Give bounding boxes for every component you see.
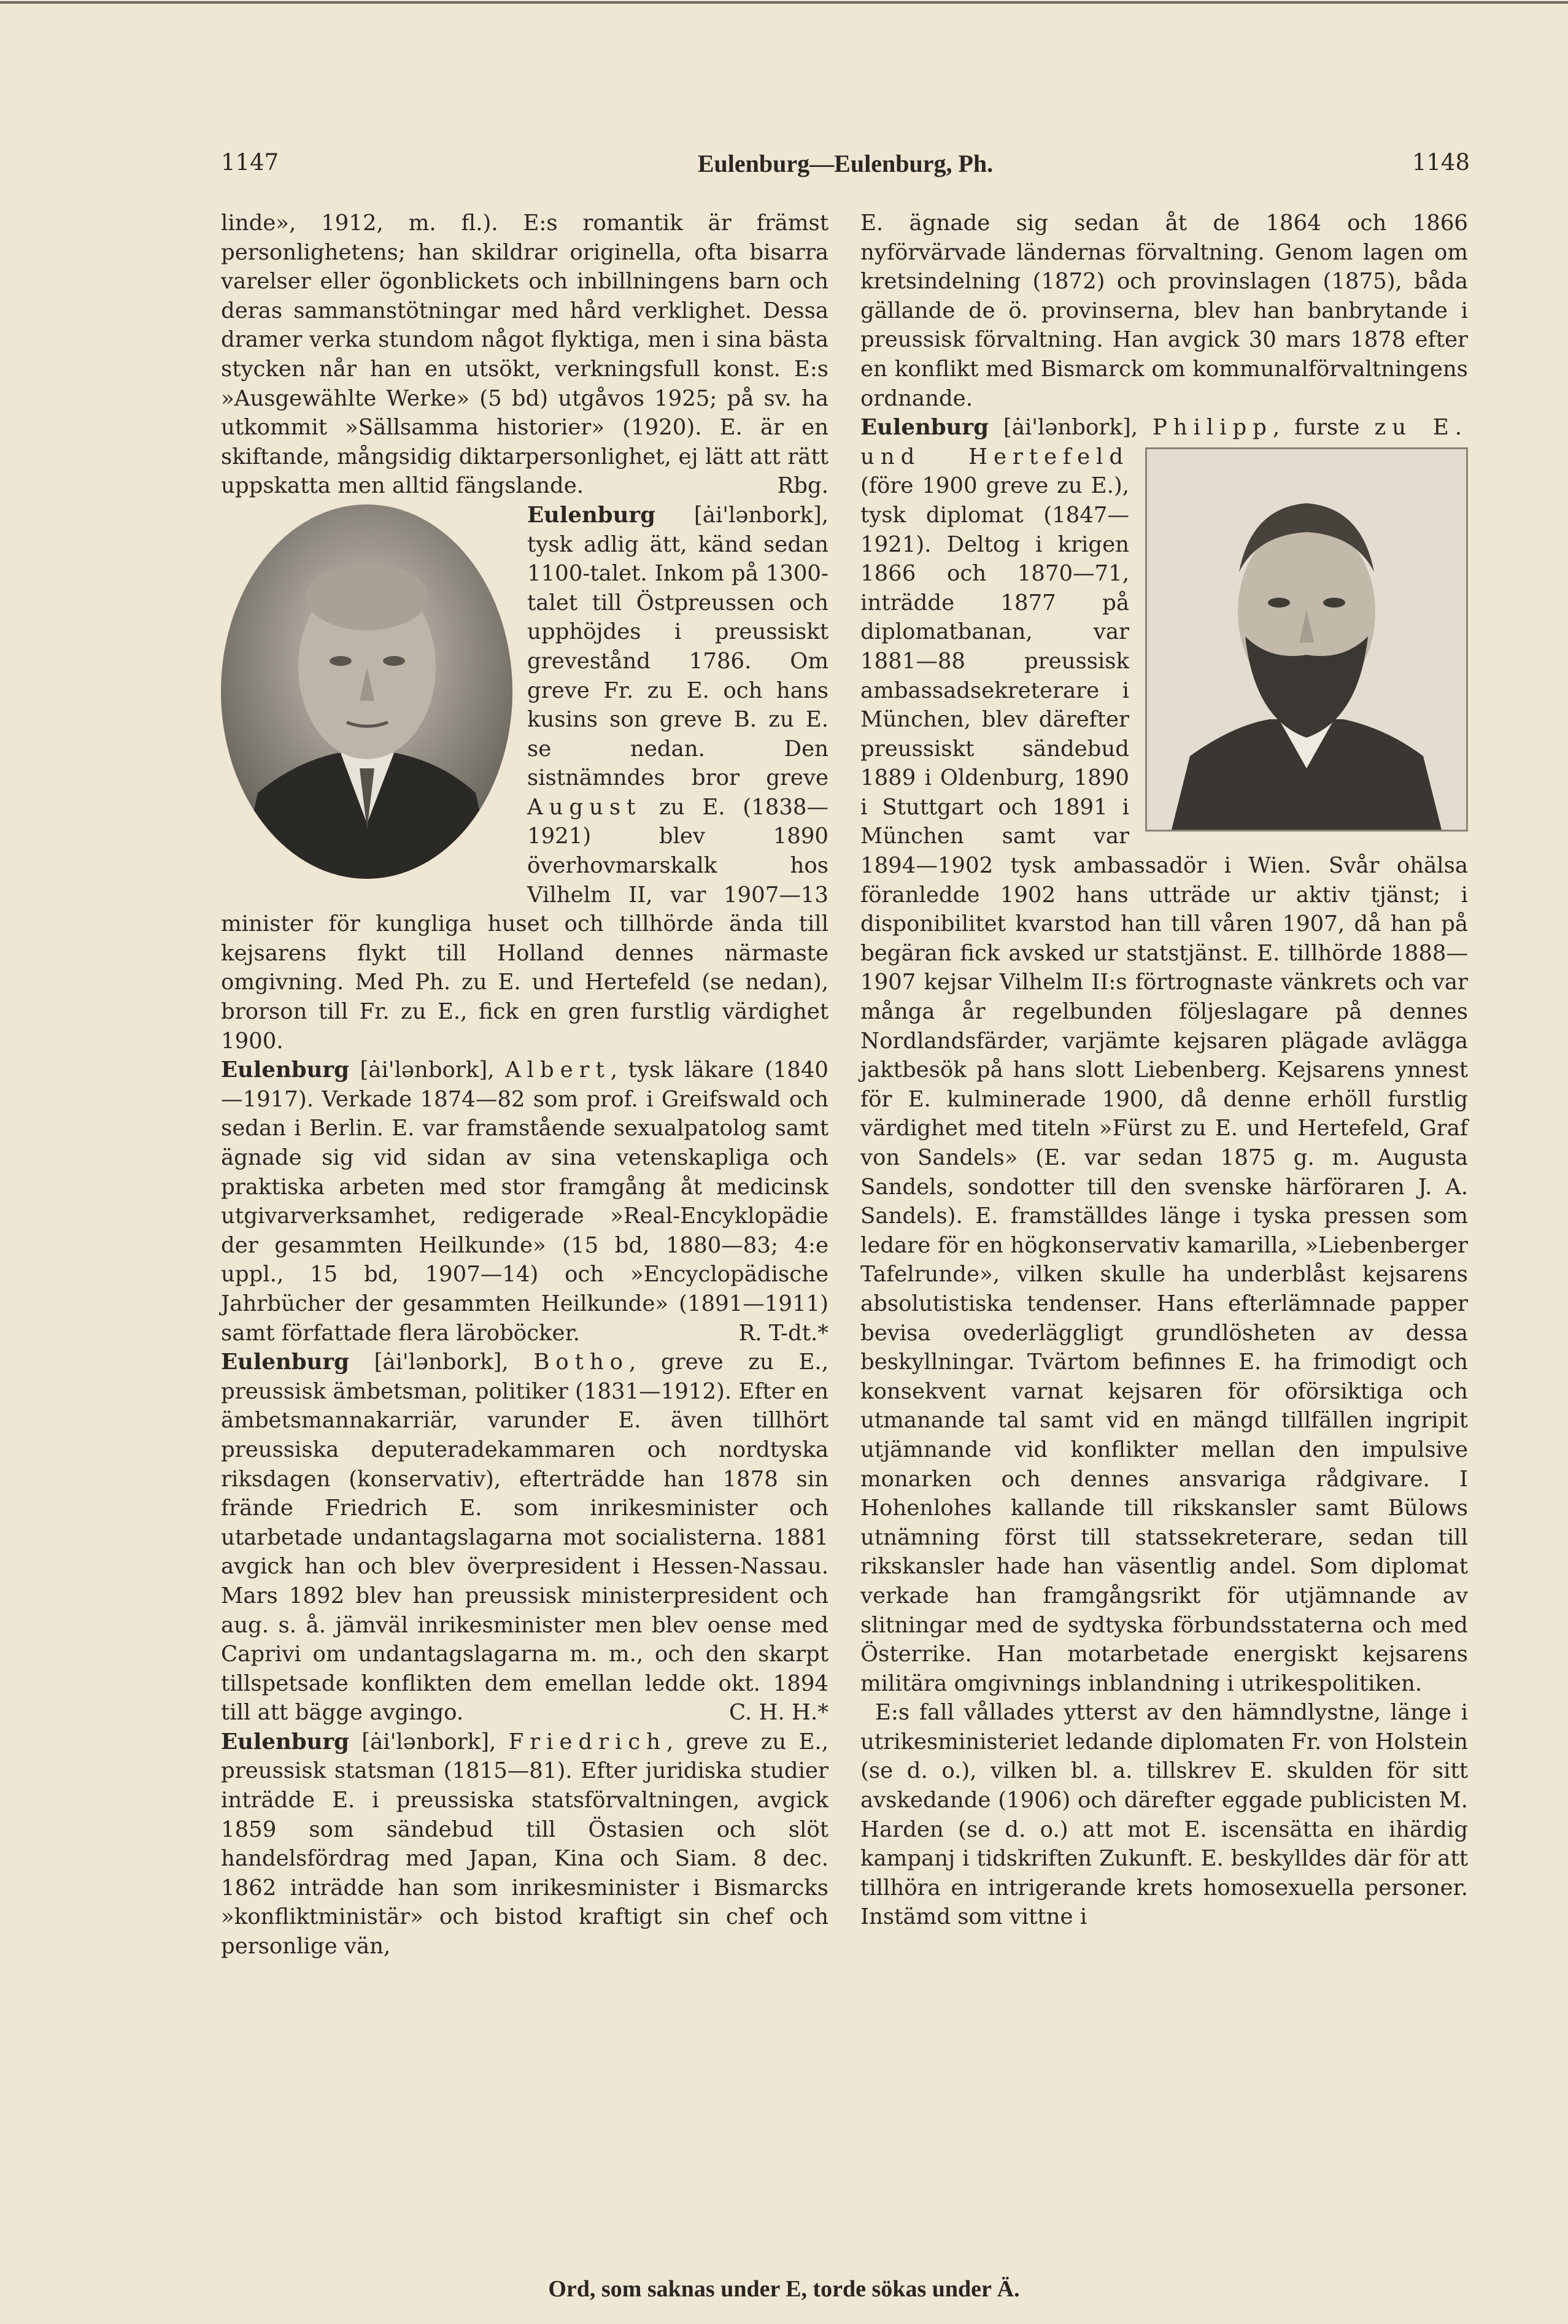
entry-headword: Eulenburg xyxy=(221,1057,349,1083)
top-rule xyxy=(0,1,1568,4)
entry-text: , greve zu E., preussisk ämbetsman, politiker (1831—1912). Efter en ämbetsmannakarriär, varunder E. även tillhört preussiska deputeradekammaren och nordtyska riksdagen (konservativ), efterträdde han 1878 sin frände Friedrich E. som inrikesminister och utarbetade undantagslagarna mot socialisterna. 1881 avgick han och blev överpresident i Hessen-Nassau. Mars 1892 blev han preussisk ministerpresident och aug. s. å. jämväl inrikesminister men blev oense med Caprivi om undantagslagarna m. m., och den skarpt tillspetsade konflikten dem emellan ledde okt. 1894 till att bägge avgingo. xyxy=(221,1349,828,1726)
entry-text: (före 1900 greve zu E.), tysk diplomat (1847—1921). Deltog i krigen 1866 och 1870—71, inträdde 1877 på diplomatbanan, var 1881—88 preussisk ambassadsekreterare i München, blev därefter preussiskt sändebud 1889 i Oldenburg, 1890 i Stuttgart och 1891 i München samt var 1894—1902 tysk ambassadör i Wien. Svår ohälsa föranledde 1902 hans utträde ur aktiv tjänst; i disponibilitet kvarstod han till våren 1907, då han på begäran fick avsked ur statstjänst. E. tillhörde 1888—1907 kejsar Vilhelm II:s förtrognaste vänkrets och var många år regelbunden följeslagare på dennes Nordlandsfärder, varjämte kejsaren plägade avlägga jaktbesök på hans slott Liebenberg. Kejsarens ynnest för E. kulminerade 1900, då denne erhöll furstlig värdighet med titeln »Fürst zu E. und Hertefeld, Graf von Sandels» (E. var sedan 1875 g. m. Augusta Sandels, sondotter till den svenske härföraren J. A. Sandels). E. framställdes länge i tyska pressen som ledare för en högkonservativ kamarilla, »Liebenberger Tafelrunde», vilken skulle ha underblåst kejsarens absolutistiska tendenser. Hans efterlämnade papper bevisa ovederläggligt grundlösheten av dessa beskyllningar. Tvärtom befinnes E. ha frimodigt och konsekvent varnat kejsaren för oförsiktiga och utmanande tal samt vid en mängd tillfällen ingripit utjämnande vid konflikter mellan den impulsive monarken och dennes ansvariga rådgivare. I Hohenlohes kallande till rikskansler samt Bülows utnämning först till statssekreterare, sedan till rikskansler hade han väsentlig andel. Som diplomat verkade han framgångsrikt för utjämnande av slitningar med de sydtyska förbundsstaterna och med Österrike. Han motarbetade energiskt kejsarens militära omgivnings inblandning i utrikespolitiken. xyxy=(860,473,1468,1696)
entry-text: [ȧi'lənbork], xyxy=(349,1729,509,1755)
entry-text: [ȧi'lənbork], xyxy=(349,1349,534,1375)
entry-eulenburg-botho xyxy=(221,1348,828,1728)
page-number-right: 1148 xyxy=(1412,149,1470,176)
entry-headword: Eulenburg xyxy=(221,1729,349,1755)
entry-headword: Eulenburg xyxy=(221,1349,349,1375)
signature: R. T-dt.* xyxy=(738,1320,828,1346)
entry-text: [ȧi'lənbork], xyxy=(988,415,1153,441)
page-header xyxy=(221,149,1470,186)
spaced-name: zu E. und Hertefeld xyxy=(860,415,1468,469)
entry-text: [ȧi'lənbork], xyxy=(349,1057,506,1083)
entry-philipp-fall: E:s fall vållades ytterst av den hämndlystne, länge i utrikesministeriet ledande diplomaten Fr. von Holstein (se d. o.), vilken bl. a. tillskrev E. skulden för sitt avskedande (1906) och därefter eggade publicisten M. Harden (se d. o.) att mot E. iscensätta en ihärdig kampanj i tidskriften Zukunft. E. beskylldes där för att tillhöra en intrigerande krets homosexuella personer. Instämd som vittne i xyxy=(860,1700,1468,1930)
entry-friedrich-continued: E. ägnade sig sedan åt de 1864 och 1866 nyförvärvade ländernas förvaltning. Genom lagen om kretsindelning (1872) och provinslagen (1875), båda gällande de ö. provinserna, blev han banbrytande i preussisk förvaltning. Han avgick 30 mars 1878 efter en konflikt med Bismarck om kommunalförvaltningens ordnande. xyxy=(860,210,1468,411)
paragraph-text: linde», 1912, m. fl.). E:s romantik är främst personlighetens; han skildrar originella, ofta bisarra varelser eller ögonblickets och inbillningens barn och deras sammanstötningar med hård verklighet. Dessa dramer verka stundom något flyktiga, men i sina bästa stycken når han en utsökt, verkningsfull konst. E:s »Ausgewählte Werke» (5 bd) utgåvos 1925; på sv. ha utkommit »Sällsamma historier» (1920). E. är en skiftande, mångsidig diktarpersonlighet, ej lätt att rätt uppskatta men alltid fängslande. xyxy=(221,210,828,499)
spaced-name: Friedrich xyxy=(508,1729,666,1755)
spaced-name: Philipp xyxy=(1152,415,1273,441)
entry-text: , furste xyxy=(1272,415,1375,441)
entry-text: , tysk läkare (1840—1917). Verkade 1874—82 som prof. i Greifswald och sedan i Berlin. E. var framstående sexualpatolog samt ägnade sig vid sidan av sina vetenskapliga och praktiska arbeten med stor framgång åt medicinsk utgivarverksamhet, redigerade »Real-Encyklopädie der gesammten Heilkunde» (15 bd, 1880—83; 4:e uppl., 15 bd, 1907—14) och »Encyclopädische Jahrbücher der gesammten Heilkunde» (1891—1911) samt författade flera läroböcker. xyxy=(221,1057,829,1346)
entry-headword: Eulenburg xyxy=(860,415,989,441)
spaced-name: Botho xyxy=(533,1349,629,1375)
entry-eulenburg-philipp xyxy=(860,413,1468,1698)
spaced-name: August xyxy=(527,794,642,820)
signature: Rbg. xyxy=(777,473,828,499)
left-column xyxy=(221,209,828,1961)
entry-text: , greve zu E., preussisk statsman (1815—81). Efter juridiska studier inträdde E. i preussiska statsförvaltningen, avgick 1859 som sändebud till Östasien och slöt handelsfördrag med Japan, Kina och Siam. 8 dec. 1862 inträdde han som inrikesminister i Bismarcks »konfliktministär» och bistod kraftigt sin chef och personlige vän, xyxy=(221,1729,828,1959)
signature: C. H. H.* xyxy=(729,1700,828,1726)
entry-eulenburg-albert xyxy=(221,1056,828,1348)
running-title: Eulenburg—Eulenburg, Ph. xyxy=(697,150,994,177)
entry-continuation xyxy=(221,209,828,501)
right-column xyxy=(860,209,1468,1932)
footer-note: Ord, som saknas under E, torde sökas under Ä. xyxy=(548,2276,1020,2302)
entry-eulenburg-friedrich xyxy=(221,1728,828,1961)
entry-text: zu E. (1838—1921) blev 1890 överhovmarskalk hos Vilhelm II, var 1907—13 minister för kungliga huset och tillhörde ända till kejsarens flykt till Holland dennes närmaste omgivning. Med Ph. zu E. und Hertefeld (se nedan), brorson till Fr. zu E., fick en gren furstlig värdighet 1900. xyxy=(221,794,828,1054)
entry-text: [ȧi'lənbork], tysk adlig ätt, känd sedan 1100-talet. Inkom på 1300-talet till Östpreussen och upphöjdes i preussiskt grevestånd 1786. Om greve Fr. zu E. och hans kusins son greve B. zu E. se nedan. Den sistnämndes bror greve xyxy=(527,502,828,791)
portrait-photo-albert xyxy=(221,504,512,879)
portrait-photo-philipp xyxy=(1145,447,1468,832)
spaced-name: Albert xyxy=(505,1057,611,1083)
page-number-left: 1147 xyxy=(221,149,279,176)
entry-headword: Eulenburg xyxy=(527,502,655,528)
